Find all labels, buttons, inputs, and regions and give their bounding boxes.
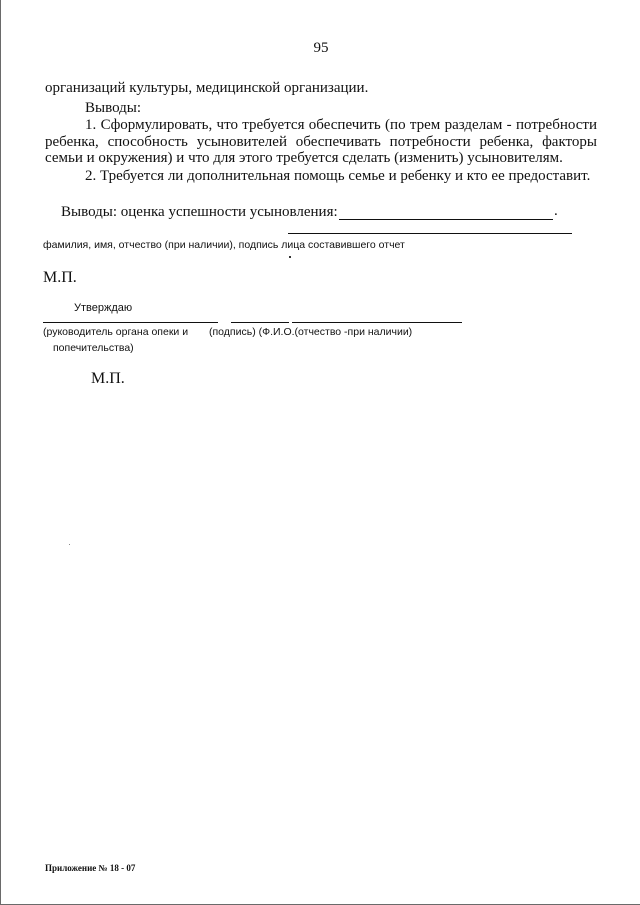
head-blank-line xyxy=(43,322,218,323)
scan-speck xyxy=(69,544,70,545)
paragraph-line: семьи и окружения) и что для этого требуется сделать (изменить) усыновителям. xyxy=(45,150,563,166)
conclusion-end-mark: . xyxy=(554,203,558,219)
paragraph-line: 1. Сформулировать, что требуется обеспечить (по трем разделам - потребности xyxy=(85,117,597,133)
stamp-place-label: М.П. xyxy=(91,370,125,387)
approval-label: Утверждаю xyxy=(74,302,133,314)
signature-blank-line xyxy=(288,233,572,234)
paragraph-line: ребенка, способность усыновителей обеспечивать потребности ребенка, факторы xyxy=(45,134,597,150)
head-caption-continued: попечительства) xyxy=(53,342,134,354)
conclusions-heading: Выводы: xyxy=(85,100,142,116)
signature-caption: фамилия, имя, отчество (при наличии), подпись лица составившего отчет xyxy=(43,239,405,251)
sign-name-caption: (подпись) (Ф.И.О.(отчество -при наличии) xyxy=(209,326,413,338)
paragraph-line: организаций культуры, медицинской организации. xyxy=(45,80,369,96)
conclusion-label: Выводы: оценка успешности усыновления: xyxy=(61,204,338,220)
conclusion-blank-line xyxy=(339,219,553,220)
name-blank-line xyxy=(292,322,462,323)
scan-speck xyxy=(289,256,291,258)
head-caption: (руководитель органа опеки и xyxy=(43,326,189,338)
page-number: 95 xyxy=(313,40,329,56)
appendix-footer: Приложение № 18 - 07 xyxy=(45,863,136,873)
sign-blank-line xyxy=(231,322,289,323)
stamp-place-label: М.П. xyxy=(43,269,77,286)
paragraph-line: 2. Требуется ли дополнительная помощь семье и ребенку и кто ее предоставит. xyxy=(85,168,591,184)
